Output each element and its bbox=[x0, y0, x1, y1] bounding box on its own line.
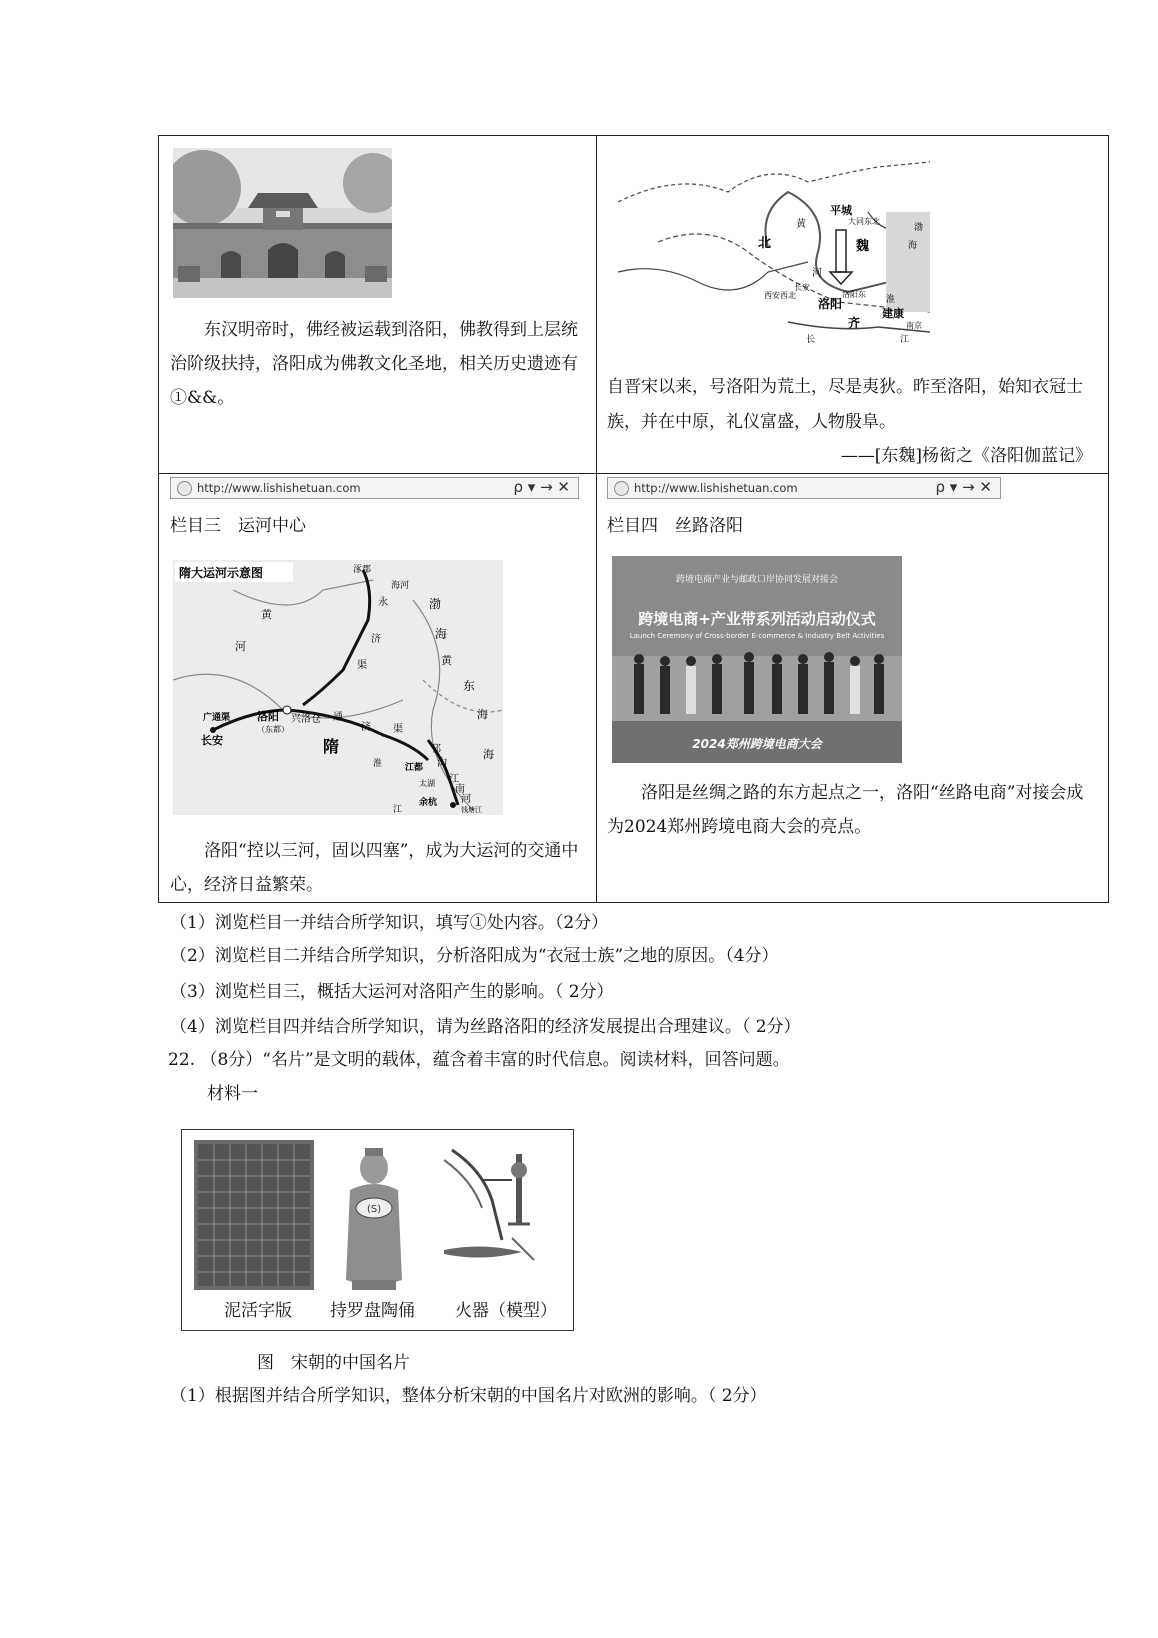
map-label-hai3: 海 bbox=[477, 708, 488, 721]
map-label-jiang2: 江 bbox=[449, 774, 459, 785]
question-21-4: （4）浏览栏目四并结合所学知识，请为丝路洛阳的经济发展提出合理建议。（ 2分） bbox=[170, 1017, 801, 1037]
map-label-xian: 西安西北 bbox=[764, 291, 796, 300]
map-label-bo2: 渤 bbox=[429, 597, 442, 611]
question-22-stem: 22. （8分）“名片”是文明的载体，蕴含着丰富的时代信息。阅读材料，回答问题。 bbox=[168, 1050, 790, 1070]
url-text: http://www.lishishetuan.com bbox=[197, 481, 361, 495]
column-2-source: ——[东魏]杨衒之《洛阳伽蓝记》 bbox=[840, 446, 1092, 466]
map-label-luoyang2: 洛阳 bbox=[257, 710, 279, 723]
map-label-pingcheng: 平城 bbox=[830, 204, 852, 217]
map-label-huai2: 淮 bbox=[373, 759, 383, 769]
banner-subtitle-text: Launch Ceremony of Cross-border E-commerce & Industry Belt Activities bbox=[629, 632, 885, 640]
material-one-label: 材料一 bbox=[207, 1084, 258, 1104]
map-label-qu: 渠 bbox=[357, 660, 367, 671]
white-horse-temple-photo bbox=[173, 148, 392, 298]
song-dynasty-figure bbox=[181, 1129, 574, 1331]
map-label-qu2: 渠 bbox=[393, 724, 403, 735]
svg-text:(S): (S) bbox=[367, 1204, 382, 1215]
map-label-hai2: 海 bbox=[435, 627, 448, 641]
map-label-yuhang: 余杭 bbox=[419, 798, 438, 808]
section-4-heading: 栏目四 丝路洛阳 bbox=[607, 516, 743, 536]
map-label-qi: 齐 bbox=[848, 316, 861, 330]
map-label-changan2: 长安 bbox=[201, 734, 223, 747]
caption-compass-figurine: 持罗盘陶俑 bbox=[330, 1301, 415, 1321]
map-label-taihu: 太湖 bbox=[419, 779, 435, 788]
question-21-1: （1）浏览栏目一并结合所学知识，填写①处内容。（2分） bbox=[170, 913, 609, 933]
map-label-nanjing: 南京 bbox=[906, 321, 922, 330]
question-21-2: （2）浏览栏目二并结合所学知识，分析洛阳成为“衣冠士族”之地的原因。（4分） bbox=[170, 946, 779, 966]
question-21-3: （3）浏览栏目三，概括大运河对洛阳产生的影响。（ 2分） bbox=[170, 982, 614, 1002]
map-label-dongdu: （东都） bbox=[257, 725, 289, 734]
map-label-qiantang: 钱塘江 bbox=[461, 806, 482, 814]
map-label-chang: 长 bbox=[806, 335, 816, 345]
map-label-jiang: 江 bbox=[900, 335, 910, 345]
map-label-hai: 海 bbox=[908, 241, 918, 251]
banner-top-text: 跨境电商产业与邮政口岸协同发展对接会 bbox=[675, 575, 839, 585]
ecommerce-ceremony-photo bbox=[612, 556, 902, 763]
column-1-text: 东汉明帝时，佛经被运载到洛阳，佛教得到上层统治阶级扶持，洛阳成为佛教文化圣地，相关历史遗迹有 ①&&。 bbox=[170, 320, 578, 408]
map-label-huai: 淮 bbox=[886, 295, 896, 305]
map-label-tong: 通 bbox=[333, 712, 343, 723]
map-label-he: 河 bbox=[812, 268, 822, 279]
map-label-zhuojun: 涿郡 bbox=[353, 565, 372, 575]
browser-globe-icon-2 bbox=[614, 481, 629, 496]
map-label-datong: 大同东北 bbox=[848, 217, 880, 226]
map-label-sui: 隋 bbox=[323, 737, 340, 756]
sui-grand-canal-map bbox=[173, 560, 503, 815]
browser-address-bar-2[interactable] bbox=[607, 477, 1001, 499]
northern-wei-map bbox=[618, 152, 930, 348]
map-label-huang: 黄 bbox=[796, 219, 806, 230]
banner-title-text: 跨境电商+产业带系列活动启动仪式 bbox=[638, 610, 876, 628]
map-label-wei: 魏 bbox=[856, 239, 870, 254]
browser-address-bar[interactable] bbox=[170, 477, 579, 499]
map-label-ji: 济 bbox=[371, 634, 381, 645]
map-label-jiankang: 建康 bbox=[882, 307, 904, 320]
column-2-quote: 自晋宋以来，号洛阳为荒土，尽是夷狄。昨至洛阳，始知衣冠士族，并在中原，礼仪富盛，人物殷阜。 bbox=[607, 377, 1083, 432]
map-label-jiangdu: 江都 bbox=[405, 763, 424, 773]
map-label-jiang3: 江 bbox=[393, 805, 403, 815]
map-label-hai4: 海 bbox=[483, 748, 494, 761]
map-label-huang3: 黄 bbox=[441, 654, 452, 667]
map-label-yong: 永 bbox=[378, 597, 388, 608]
map-label-haihe: 海河 bbox=[391, 581, 410, 591]
map-label-he3: 河 bbox=[461, 794, 471, 805]
map-label-guangtong: 广通渠 bbox=[203, 713, 231, 723]
map-label-changan: 长安 bbox=[794, 283, 810, 292]
caption-movable-type: 泥活字版 bbox=[224, 1301, 292, 1321]
caption-firearms-model: 火器（模型） bbox=[455, 1301, 557, 1321]
browser-nav-controls-2[interactable]: ρ ▾ → ✕ bbox=[935, 478, 992, 496]
map-label-bo: 渤 bbox=[914, 223, 924, 233]
map-label-luoyang-east: 洛阳东 bbox=[842, 290, 866, 299]
map-label-huang2: 黄 bbox=[261, 608, 272, 621]
browser-nav-controls[interactable]: ρ ▾ → ✕ bbox=[513, 478, 570, 496]
map-label-bei: 北 bbox=[758, 236, 772, 251]
map-label-nan: 南 bbox=[455, 784, 465, 795]
map-label-he2: 河 bbox=[235, 640, 246, 653]
map-label-luoyang: 洛阳 bbox=[818, 297, 843, 311]
map-label-xingluocang: 兴洛仓 bbox=[291, 714, 321, 725]
column-3-text: 洛阳“控以三河，固以四塞”，成为大运河的交通中心，经济日益繁荣。 bbox=[170, 841, 579, 895]
url-text-2: http://www.lishishetuan.com bbox=[634, 481, 798, 495]
column-4-text: 洛阳是丝绸之路的东方起点之一，洛阳“丝路电商”对接会成为2024郑州跨境电商大会的亮点。 bbox=[607, 783, 1084, 837]
banner-bottom-text: 2024郑州跨境电商大会 bbox=[692, 737, 822, 751]
section-3-heading: 栏目三 运河中心 bbox=[170, 516, 306, 536]
map-label-ji2: 济 bbox=[361, 722, 371, 733]
map-label-gou: 沟 bbox=[437, 758, 447, 769]
canal-map-title: 隋大运河示意图 bbox=[179, 566, 264, 580]
figure-caption: 图 宋朝的中国名片 bbox=[257, 1353, 410, 1373]
browser-globe-icon bbox=[177, 481, 192, 496]
map-label-dong: 东 bbox=[463, 679, 476, 693]
question-22-1: （1）根据图并结合所学知识，整体分析宋朝的中国名片对欧洲的影响。（ 2分） bbox=[170, 1386, 767, 1406]
map-label-han: 邗 bbox=[431, 744, 441, 755]
